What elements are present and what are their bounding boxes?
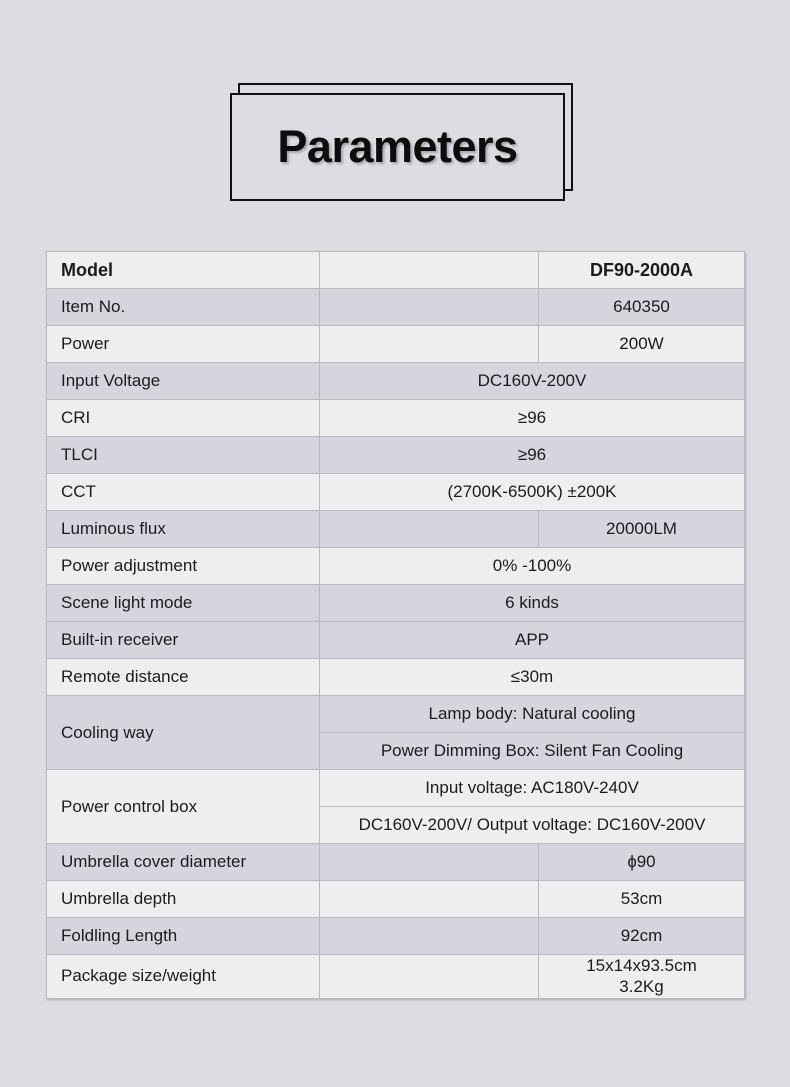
row-spacer-cell [320, 326, 539, 363]
row-value: 200W [539, 326, 745, 363]
table-row [47, 548, 745, 585]
row-value: 20000LM [539, 511, 745, 548]
row-label: Umbrella depth [47, 881, 320, 918]
row-value [539, 955, 745, 999]
table-row-power-control-box [47, 770, 745, 807]
row-spacer-cell [320, 918, 539, 955]
row-value: 0% -100% [320, 548, 745, 585]
row-label: Remote distance [47, 659, 320, 696]
table-row [47, 400, 745, 437]
row-value: 92cm [539, 918, 745, 955]
row-label: CCT [47, 474, 320, 511]
table-row [47, 363, 745, 400]
row-label: Power adjustment [47, 548, 320, 585]
row-value: ≤30m [320, 659, 745, 696]
table-row [47, 474, 745, 511]
row-value: ɸ90 [539, 844, 745, 881]
page-title: Parameters [277, 121, 518, 172]
table-row [47, 326, 745, 363]
row-value: 6 kinds [320, 585, 745, 622]
row-spacer-cell [320, 844, 539, 881]
table-row [47, 659, 745, 696]
row-label: CRI [47, 400, 320, 437]
table-row [47, 881, 745, 918]
row-label: Input Voltage [47, 363, 320, 400]
table-row [47, 585, 745, 622]
specifications-table-wrapper [46, 251, 744, 999]
row-spacer-cell [320, 881, 539, 918]
table-row-cooling-way [47, 696, 745, 733]
table-row [47, 289, 745, 326]
row-value-line-2: Power Dimming Box: Silent Fan Cooling [320, 733, 745, 770]
row-value: 53cm [539, 881, 745, 918]
table-row [47, 622, 745, 659]
row-label: Item No. [47, 289, 320, 326]
row-label: Cooling way [47, 696, 320, 770]
row-value: ≥96 [320, 400, 745, 437]
package-weight-line: 3.2Kg [619, 977, 664, 997]
table-row [47, 511, 745, 548]
row-spacer-cell [320, 289, 539, 326]
row-label: Foldling Length [47, 918, 320, 955]
table-row [47, 437, 745, 474]
row-label: Built-in receiver [47, 622, 320, 659]
row-label: Luminous flux [47, 511, 320, 548]
row-value: DC160V-200V [320, 363, 745, 400]
row-spacer-cell [320, 511, 539, 548]
package-size-line: 15x14x93.5cm [586, 956, 697, 975]
row-label: Package size/weight [47, 955, 320, 999]
row-value-line-1: Lamp body: Natural cooling [320, 696, 745, 733]
table-body [47, 252, 745, 999]
row-spacer-cell [320, 252, 539, 289]
title-frame [230, 83, 565, 191]
row-label: Power [47, 326, 320, 363]
row-label: Scene light mode [47, 585, 320, 622]
table-row [47, 844, 745, 881]
row-value: APP [320, 622, 745, 659]
table-row [47, 252, 745, 289]
row-value: DF90-2000A [539, 252, 745, 289]
row-value-line-2: DC160V-200V/ Output voltage: DC160V-200V [320, 807, 745, 844]
row-spacer-cell [320, 955, 539, 999]
table-row [47, 918, 745, 955]
row-value: ≥96 [320, 437, 745, 474]
row-label: Model [47, 252, 320, 289]
table-row [47, 955, 745, 999]
row-label: Power control box [47, 770, 320, 844]
row-value: 640350 [539, 289, 745, 326]
title-area [0, 0, 790, 200]
row-value-line-1: Input voltage: AC180V-240V [320, 770, 745, 807]
row-value: (2700K-6500K) ±200K [320, 474, 745, 511]
row-label: TLCI [47, 437, 320, 474]
specifications-table [46, 251, 745, 999]
row-label: Umbrella cover diameter [47, 844, 320, 881]
